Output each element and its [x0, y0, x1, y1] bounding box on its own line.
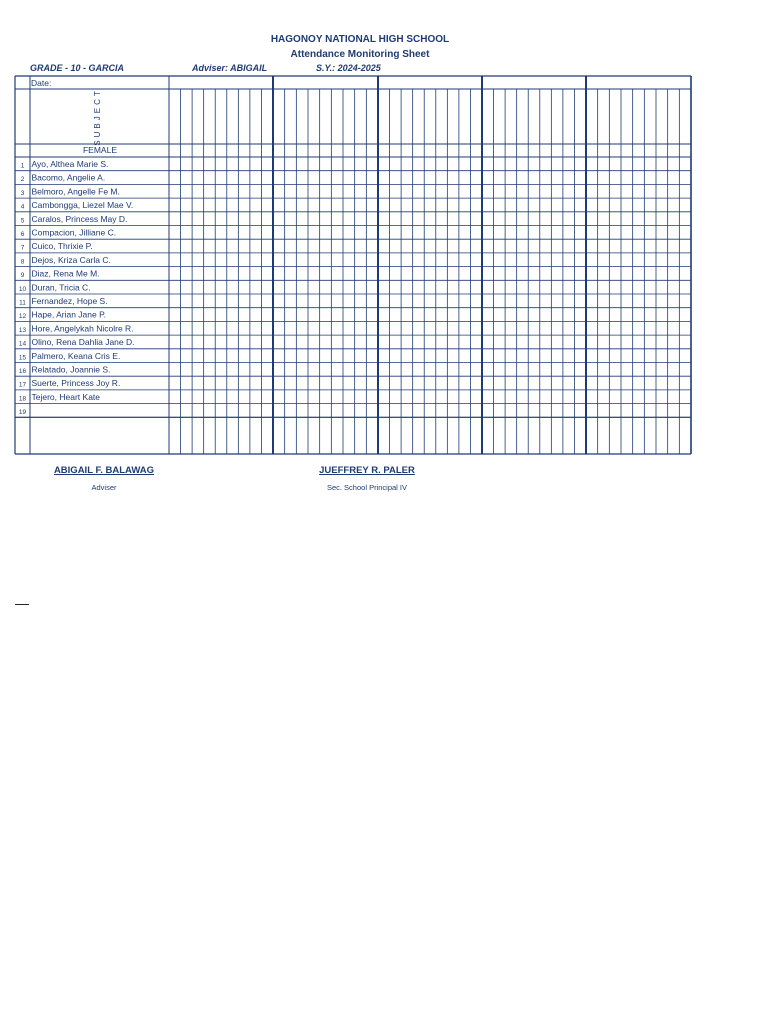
student-name: Fernandez, Hope S.: [31, 296, 108, 306]
row-number: 11: [19, 299, 26, 307]
row-number: 10: [18, 285, 27, 293]
adviser-signature: [48, 465, 160, 492]
row-number: 6: [20, 231, 25, 238]
row-number: 16: [18, 368, 27, 375]
student-name: Compacion, Jilliane C.: [31, 227, 117, 238]
row-number: 15: [18, 354, 27, 362]
subject-label: SUBJECT: [93, 88, 102, 146]
student-name: Cuico, Thrixie P.: [31, 241, 93, 252]
row-number: 19: [18, 409, 27, 417]
row-number: 18: [18, 395, 27, 403]
student-name: Hape, Arian Jane P.: [31, 309, 107, 320]
row-number: 9: [20, 272, 25, 280]
student-name: Suerte, Princess Joy R.: [31, 378, 121, 389]
adviser-label: Adviser: ABIGAIL: [192, 63, 268, 73]
principal-name: JUEFFREY R. PALER: [319, 465, 415, 476]
student-name: Belmoro, Angelle Fe M.: [31, 186, 120, 197]
student-name: Dejos, Kriza Carla C.: [31, 254, 111, 265]
principal-role: Sec. School Principal IV: [326, 483, 408, 492]
student-name: Ayo, Althea Marie S.: [31, 159, 109, 169]
student-name: Hore, Angelykah Nicolre R.: [31, 323, 134, 334]
row-number: 17: [18, 381, 27, 389]
adviser-role: Adviser: [91, 483, 117, 492]
row-number: 13: [18, 326, 27, 334]
row-number: 3: [20, 189, 25, 197]
student-name: Tejero, Heart Kate: [31, 391, 101, 402]
student-name: Palmero, Keana Cris E.: [31, 350, 121, 361]
student-name: Bacomo, Angelie A.: [31, 172, 106, 183]
row-number: 8: [20, 258, 25, 266]
stray-dash: [15, 604, 29, 605]
attendance-table: [14, 75, 694, 457]
student-name: Relatado, Joannie S.: [31, 364, 111, 375]
student-name: Caralos, Princess May D.: [31, 213, 128, 224]
adviser-name: ABIGAIL F. BALAWAG: [53, 465, 155, 476]
student-name: Duran, Tricia C.: [31, 282, 91, 293]
row-number: 7: [20, 244, 25, 252]
student-name: Olino, Rena Dahlia Jane D.: [31, 337, 135, 348]
student-name: Diaz, Rena Me M.: [31, 268, 100, 279]
row-number: 2: [20, 176, 25, 184]
student-rows: [19, 159, 135, 416]
section-label-female: FEMALE: [82, 145, 118, 155]
row-number: 5: [20, 217, 25, 225]
school-name: HAGONOY NATIONAL HIGH SCHOOL: [270, 34, 450, 45]
sheet-title: Attendance Monitoring Sheet: [290, 49, 430, 60]
date-label: Date:: [31, 78, 52, 88]
row-number: 4: [20, 203, 25, 211]
grade-section: GRADE - 10 - GARCIA: [30, 63, 125, 73]
row-number: 1: [20, 162, 25, 170]
student-name: Cambongga, Liezel Mae V.: [31, 200, 134, 211]
row-number: 14: [18, 340, 27, 348]
row-number: 12: [18, 313, 27, 321]
principal-signature: [290, 465, 444, 492]
table-grid: [15, 76, 691, 454]
school-year: S.Y.: 2024-2025: [316, 63, 381, 73]
